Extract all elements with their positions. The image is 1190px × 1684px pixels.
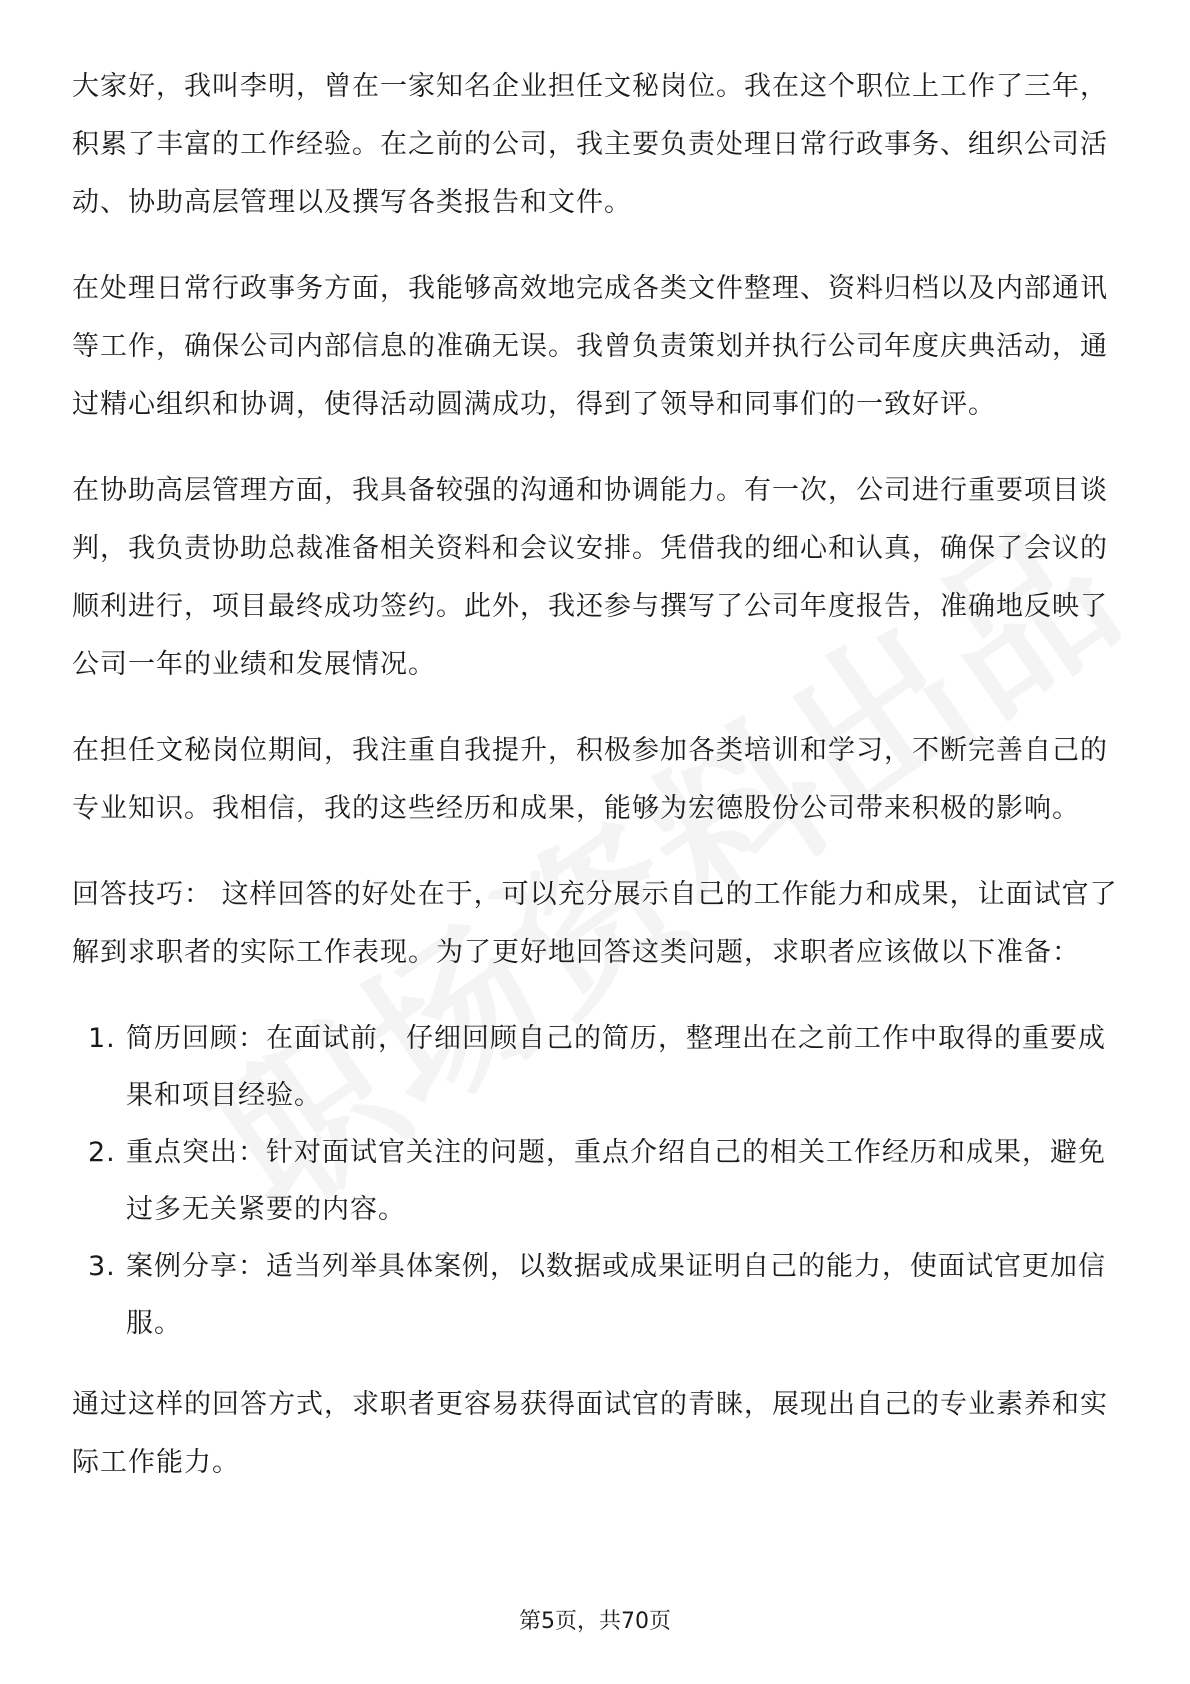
list-number: 2. (88, 1137, 116, 1168)
list-number: 1. (88, 1023, 116, 1054)
paragraph-self-improvement: 在担任文秘岗位期间，我注重自我提升，积极参加各类培训和学习，不断完善自己的专业知识。我相信，我的这些经历和成果，能够为宏德股份公司带来积极的影响。 (72, 735, 1108, 824)
paragraph-admin: 在处理日常行政事务方面，我能够高效地完成各类文件整理、资料归档以及内部通讯等工作，确保公司内部信息的准确无误。我曾负责策划并执行公司年度庆典活动，通过精心组织和协调，使得活动圆满成功，得到了领导和同事们的一致好评。 (72, 273, 1108, 420)
list-item (72, 1124, 1122, 1238)
list-item (72, 1010, 1122, 1124)
paragraph-intro: 大家好，我叫李明，曾在一家知名企业担任文秘岗位。我在这个职位上工作了三年，积累了丰富的工作经验。在之前的公司，我主要负责处理日常行政事务、组织公司活动、协助高层管理以及撰写各类报告和文件。 (72, 71, 1108, 218)
paragraph-management: 在协助高层管理方面，我具备较强的沟通和协调能力。有一次，公司进行重要项目谈判，我负责协助总裁准备相关资料和会议安排。凭借我的细心和认真，确保了会议的顺利进行，项目最终成功签约。此外，我还参与撰写了公司年度报告，准确地反映了公司一年的业绩和发展情况。 (72, 475, 1108, 680)
list-item-text: 案例分享：适当列举具体案例，以数据或成果证明自己的能力，使面试官更加信服。 (126, 1251, 1106, 1339)
list-item-text: 简历回顾：在面试前，仔细回顾自己的简历，整理出在之前工作中取得的重要成果和项目经验。 (126, 1023, 1106, 1111)
document-body (72, 58, 1122, 1520)
paragraph-closing: 通过这样的回答方式，求职者更容易获得面试官的青睐，展现出自己的专业素养和实际工作能力。 (72, 1389, 1108, 1478)
list-number: 3. (88, 1251, 116, 1282)
list-item-text: 重点突出：针对面试官关注的问题，重点介绍自己的相关工作经历和成果，避免过多无关紧要的内容。 (126, 1137, 1106, 1225)
page-number-footer: 第5页，共70页 (519, 1609, 671, 1634)
tips-list (72, 1010, 1122, 1352)
list-item (72, 1238, 1122, 1352)
paragraph-answer-tips: 回答技巧： 这样回答的好处在于，可以充分展示自己的工作能力和成果，让面试官了解到求职者的实际工作表现。为了更好地回答这类问题，求职者应该做以下准备： (72, 879, 1118, 968)
